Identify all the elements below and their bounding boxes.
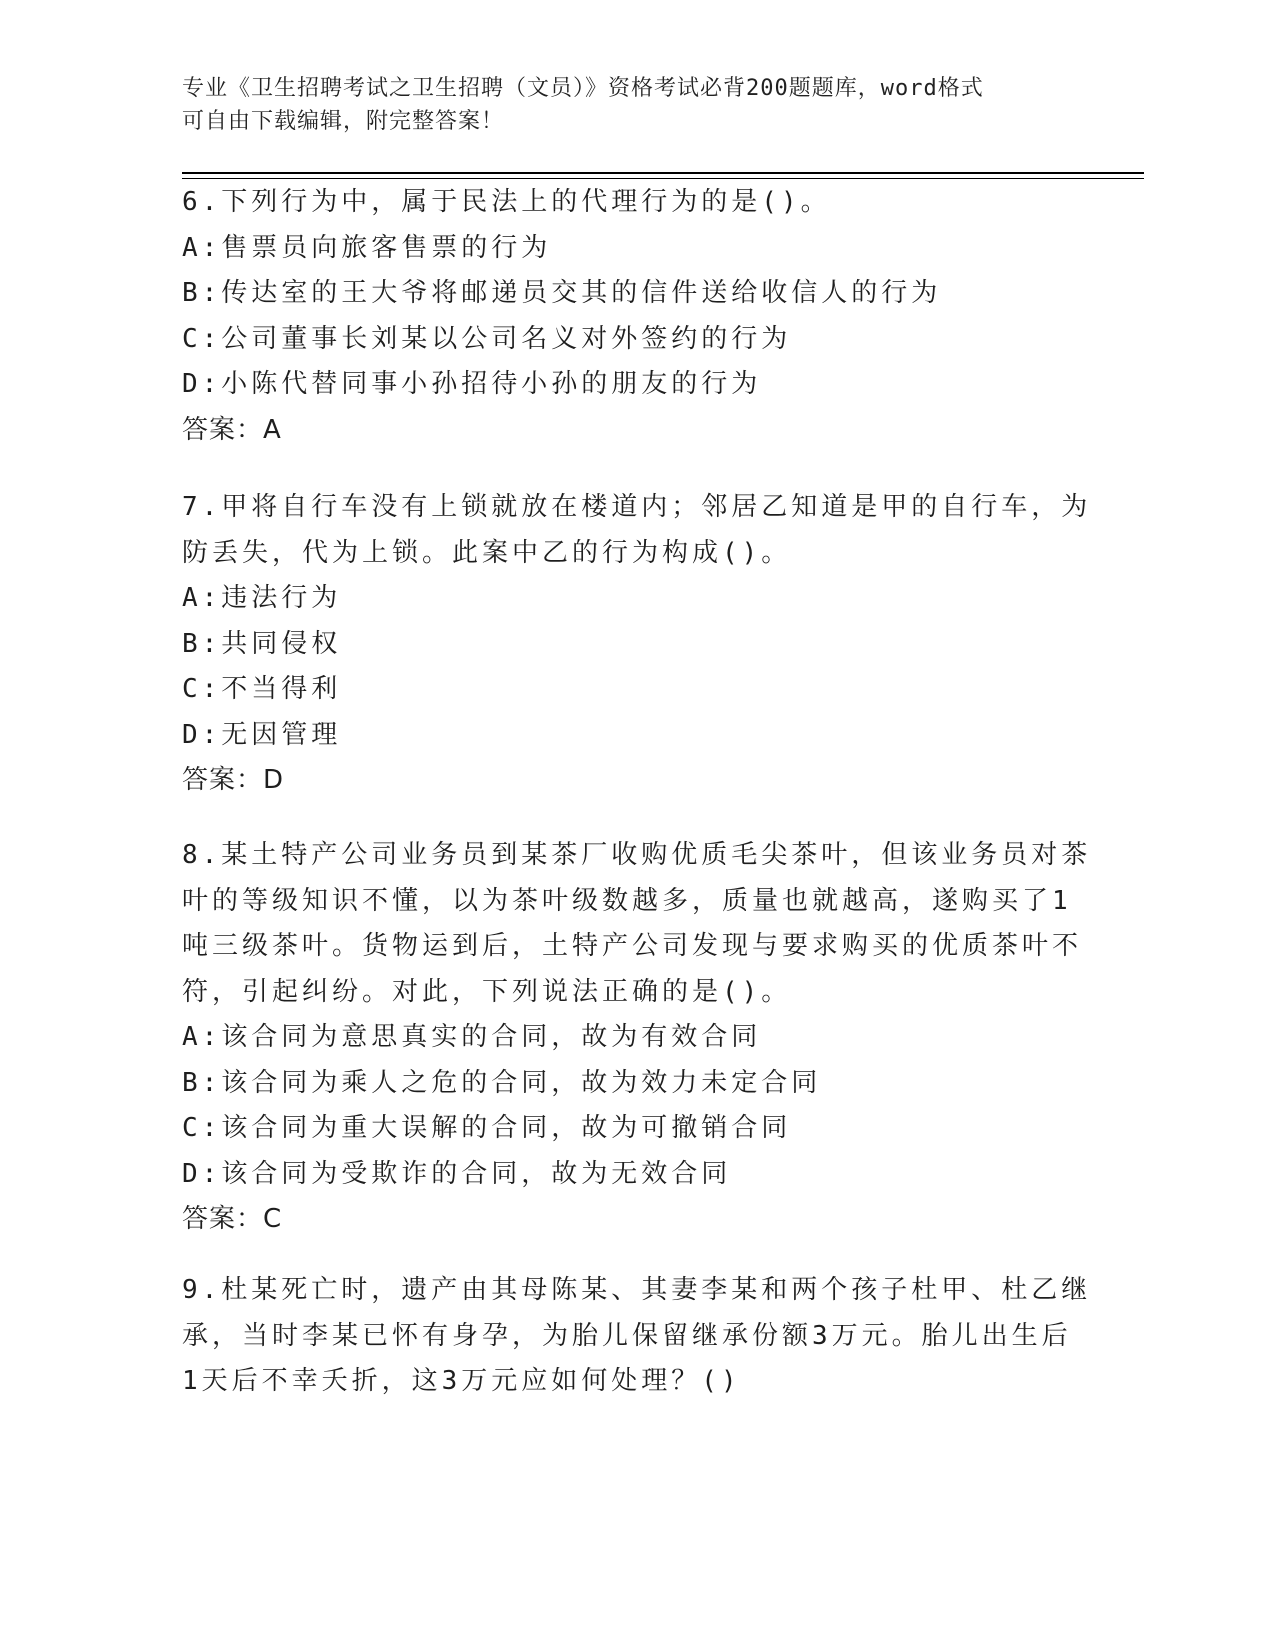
- question-text-line: 8.某土特产公司业务员到某茶厂收购优质毛尖茶叶，但该业务员对茶: [182, 840, 1092, 870]
- question-8: [182, 833, 1092, 1243]
- question-text-line: 9.杜某死亡时，遗产由其母陈某、其妻李某和两个孩子杜甲、杜乙继: [182, 1275, 1092, 1305]
- option-d: D:无因管理: [182, 719, 342, 750]
- header-divider-thick: [182, 172, 1144, 174]
- option-a: A:违法行为: [182, 583, 342, 613]
- option-c: C:不当得利: [182, 674, 342, 704]
- option-d: D:小陈代替同事小孙招待小孙的朋友的行为: [182, 369, 762, 399]
- question-6: [182, 180, 1062, 453]
- answer-line: 答案：C: [182, 1204, 283, 1234]
- header-line-2: 可自由下载编辑，附完整答案！: [182, 109, 505, 134]
- header-divider-thin: [182, 178, 1144, 179]
- option-c: C:公司董事长刘某以公司名义对外签约的行为: [182, 323, 792, 354]
- question-text-line: 叶的等级知识不懂，以为茶叶级数越多，质量也就越高，遂购买了1: [182, 885, 1072, 916]
- option-c: C:该合同为重大误解的合同，故为可撤销合同: [182, 1113, 792, 1143]
- option-b: B:该合同为乘人之危的合同，故为效力未定合同: [182, 1067, 822, 1098]
- option-a: A:该合同为意思真实的合同，故为有效合同: [182, 1022, 762, 1052]
- document-header: [182, 72, 1042, 138]
- question-9: [182, 1268, 1092, 1405]
- answer-line: 答案：A: [182, 414, 282, 445]
- option-b: B:共同侵权: [182, 628, 342, 659]
- question-text-line: 1天后不幸夭折，这3万元应如何处理？(): [182, 1366, 741, 1396]
- question-7: [182, 485, 1092, 804]
- question-text-line: 防丢失，代为上锁。此案中乙的行为构成()。: [182, 537, 792, 568]
- question-text-line: 6.下列行为中，属于民法上的代理行为的是()。: [182, 187, 831, 217]
- option-a: A:售票员向旅客售票的行为: [182, 232, 552, 263]
- question-text-line: 符，引起纠纷。对此，下列说法正确的是()。: [182, 976, 792, 1007]
- option-b: B:传达室的王大爷将邮递员交其的信件送给收信人的行为: [182, 278, 942, 308]
- question-text-line: 承，当时李某已怀有身孕，为胎儿保留继承份额3万元。胎儿出生后: [182, 1320, 1072, 1351]
- question-text-line: 吨三级茶叶。货物运到后，土特产公司发现与要求购买的优质茶叶不: [182, 931, 1083, 961]
- option-d: D:该合同为受欺诈的合同，故为无效合同: [182, 1158, 732, 1189]
- question-text-line: 7.甲将自行车没有上锁就放在楼道内；邻居乙知道是甲的自行车，为: [182, 492, 1092, 522]
- answer-line: 答案：D: [182, 765, 285, 795]
- header-line-1: 专业《卫生招聘考试之卫生招聘（文员）》资格考试必背200题题库，word格式: [182, 76, 984, 101]
